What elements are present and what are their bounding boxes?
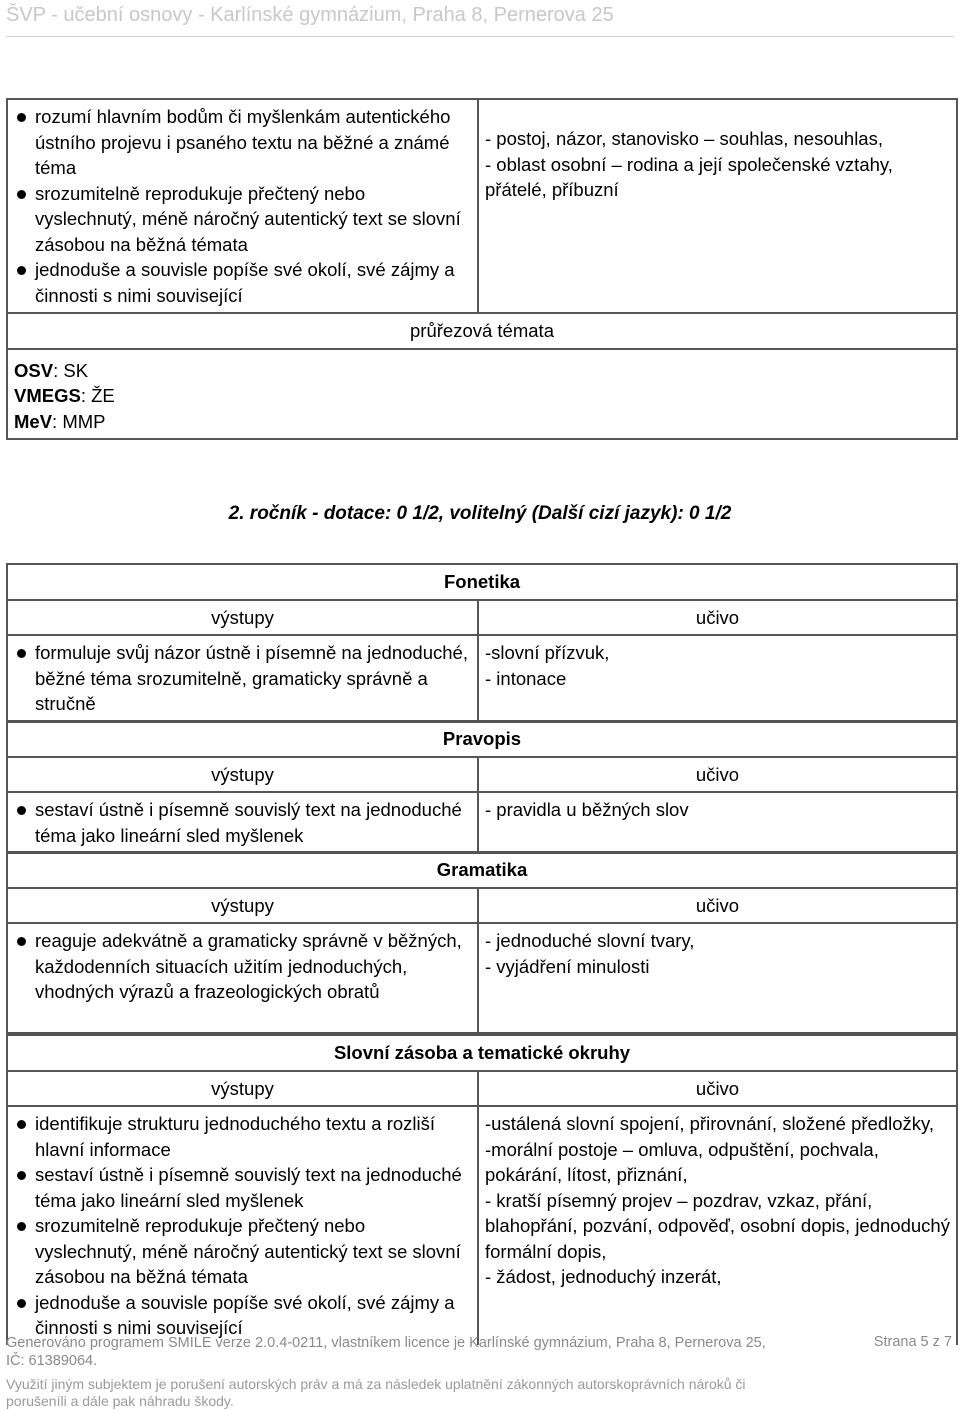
curriculum-line: -slovní přízvuk, bbox=[485, 642, 610, 663]
list-item: sestaví ústně i písemně souvislý text na jednoduché téma jako lineární sled myšlenek bbox=[14, 1162, 471, 1213]
curriculum-header: učivo bbox=[478, 600, 957, 636]
outcomes-cell bbox=[7, 792, 478, 853]
list-item: sestaví ústně i písemně souvislý text na jednoduché téma jako lineární sled myšlenek bbox=[14, 797, 471, 848]
curriculum-line: - žádost, jednoduchý inzerát, bbox=[485, 1266, 722, 1287]
curriculum-cell bbox=[478, 792, 957, 853]
cross-topics-header bbox=[7, 313, 957, 349]
list-item: identifikuje strukturu jednoduchého textu a rozliší hlavní informace bbox=[14, 1111, 471, 1162]
curriculum-line: - jednoduché slovní tvary, bbox=[485, 930, 695, 951]
section-title: Gramatika bbox=[7, 852, 957, 888]
top-outcomes-cell bbox=[7, 99, 478, 313]
curriculum-line: - intonace bbox=[485, 667, 567, 689]
curriculum-line: - postoj, názor, stanovisko – souhlas, nesouhlas, bbox=[485, 128, 883, 149]
cross-topics-cell bbox=[7, 349, 957, 440]
page-header bbox=[6, 2, 954, 37]
curriculum-cell bbox=[478, 1106, 957, 1345]
outcomes-cell bbox=[7, 635, 478, 722]
section-title: Pravopis bbox=[7, 721, 957, 757]
curriculum-header: učivo bbox=[478, 1071, 957, 1107]
footer-page-number: Strana 5 z 7 bbox=[873, 1334, 952, 1350]
list-item: srozumitelně reprodukuje přečtený nebo vyslechnutý, méně náročný autentický text se slovní zásobou na běžná témata bbox=[14, 1213, 471, 1290]
footer-generated: Generováno programem SMILE verze 2.0.4-0211, vlastníkem licence je Karlínské gymnázium, Praha 8, Pernerova 25, IČ: 61389064. bbox=[6, 1335, 766, 1369]
curriculum-line: -ustálená slovní spojení, přirovnání, složené předložky, bbox=[485, 1113, 935, 1134]
list-item: jednoduše a souvisle popíše své okolí, své zájmy a činnosti s nimi související bbox=[14, 1290, 471, 1341]
outputs-header: výstupy bbox=[7, 600, 478, 636]
section-pravopis bbox=[6, 720, 958, 854]
curriculum-header: učivo bbox=[478, 888, 957, 924]
outcomes-cell bbox=[7, 923, 478, 1033]
list-item: srozumitelně reprodukuje přečtený nebo vyslechnutý, méně náročný autentický text se slovní zásobou na běžná témata bbox=[14, 181, 471, 258]
curriculum-cell bbox=[478, 923, 957, 1033]
top-outcomes-list bbox=[14, 104, 471, 308]
header-title: ŠVP - učební osnovy - Karlínské gymnázium, Praha 8, Pernerova 25 bbox=[6, 4, 614, 26]
list-item: formuluje svůj názor ústně i písemně na jednoduché, běžné téma srozumitelně, gramaticky správně a stručně bbox=[14, 640, 471, 717]
curriculum-cell bbox=[478, 635, 957, 722]
list-item: rozumí hlavním bodům či myšlenkám autentického ústního projevu i psaného textu na běžné a známé téma bbox=[14, 104, 471, 181]
list-item: jednoduše a souvisle popíše své okolí, své zájmy a činnosti s nimi související bbox=[14, 257, 471, 308]
top-curriculum-cell bbox=[478, 99, 957, 313]
curriculum-line: - kratší písemný projev – pozdrav, vzkaz, přání, blahopřání, pozvání, odpověď, osobní dopis, jednoduchý formální dopis, bbox=[485, 1189, 950, 1262]
outputs-header: výstupy bbox=[7, 888, 478, 924]
cross-item-mev: MeV: MMP bbox=[14, 410, 106, 432]
cross-item-vmegs: VMEGS: ŽE bbox=[14, 385, 115, 406]
curriculum-line: - vyjádření minulosti bbox=[485, 955, 650, 977]
section-gramatika bbox=[6, 851, 958, 1034]
section-title: Slovní zásoba a tematické okruhy bbox=[7, 1035, 957, 1071]
section-title: Fonetika bbox=[7, 564, 957, 600]
grade-heading: 2. ročník - dotace: 0 1/2, volitelný (Další cizí jazyk): 0 1/2 bbox=[228, 503, 732, 524]
outputs-header: výstupy bbox=[7, 1071, 478, 1107]
footer-copyright: Využití jiným subjektem je porušení autorských práv a má za následek uplatnění zákonných autorskoprávních nároků či porušeníli a dále pak náhradu škody. bbox=[6, 1376, 746, 1409]
section-fonetika bbox=[6, 563, 958, 723]
curriculum-line: -morální postoje – omluva, odpuštění, pochvala, pokárání, lítost, přiznání, bbox=[485, 1138, 879, 1185]
cross-topics-label: průřezová témata bbox=[410, 320, 554, 341]
outcomes-cell bbox=[7, 1106, 478, 1345]
curriculum-header: učivo bbox=[478, 757, 957, 793]
section-slovni-zasoba bbox=[6, 1034, 958, 1345]
curriculum-line: - oblast osobní – rodina a její společenské vztahy, přátelé, příbuzní bbox=[485, 153, 893, 200]
cross-item-osv: OSV: SK bbox=[14, 359, 89, 381]
list-item: reaguje adekvátně a gramaticky správně v běžných, každodenních situacích užitím jednoduchých, vhodných výrazů a frazeologických obratů bbox=[14, 928, 471, 1005]
top-block-table bbox=[6, 98, 958, 440]
outputs-header: výstupy bbox=[7, 757, 478, 793]
curriculum-line: - pravidla u běžných slov bbox=[485, 799, 689, 820]
